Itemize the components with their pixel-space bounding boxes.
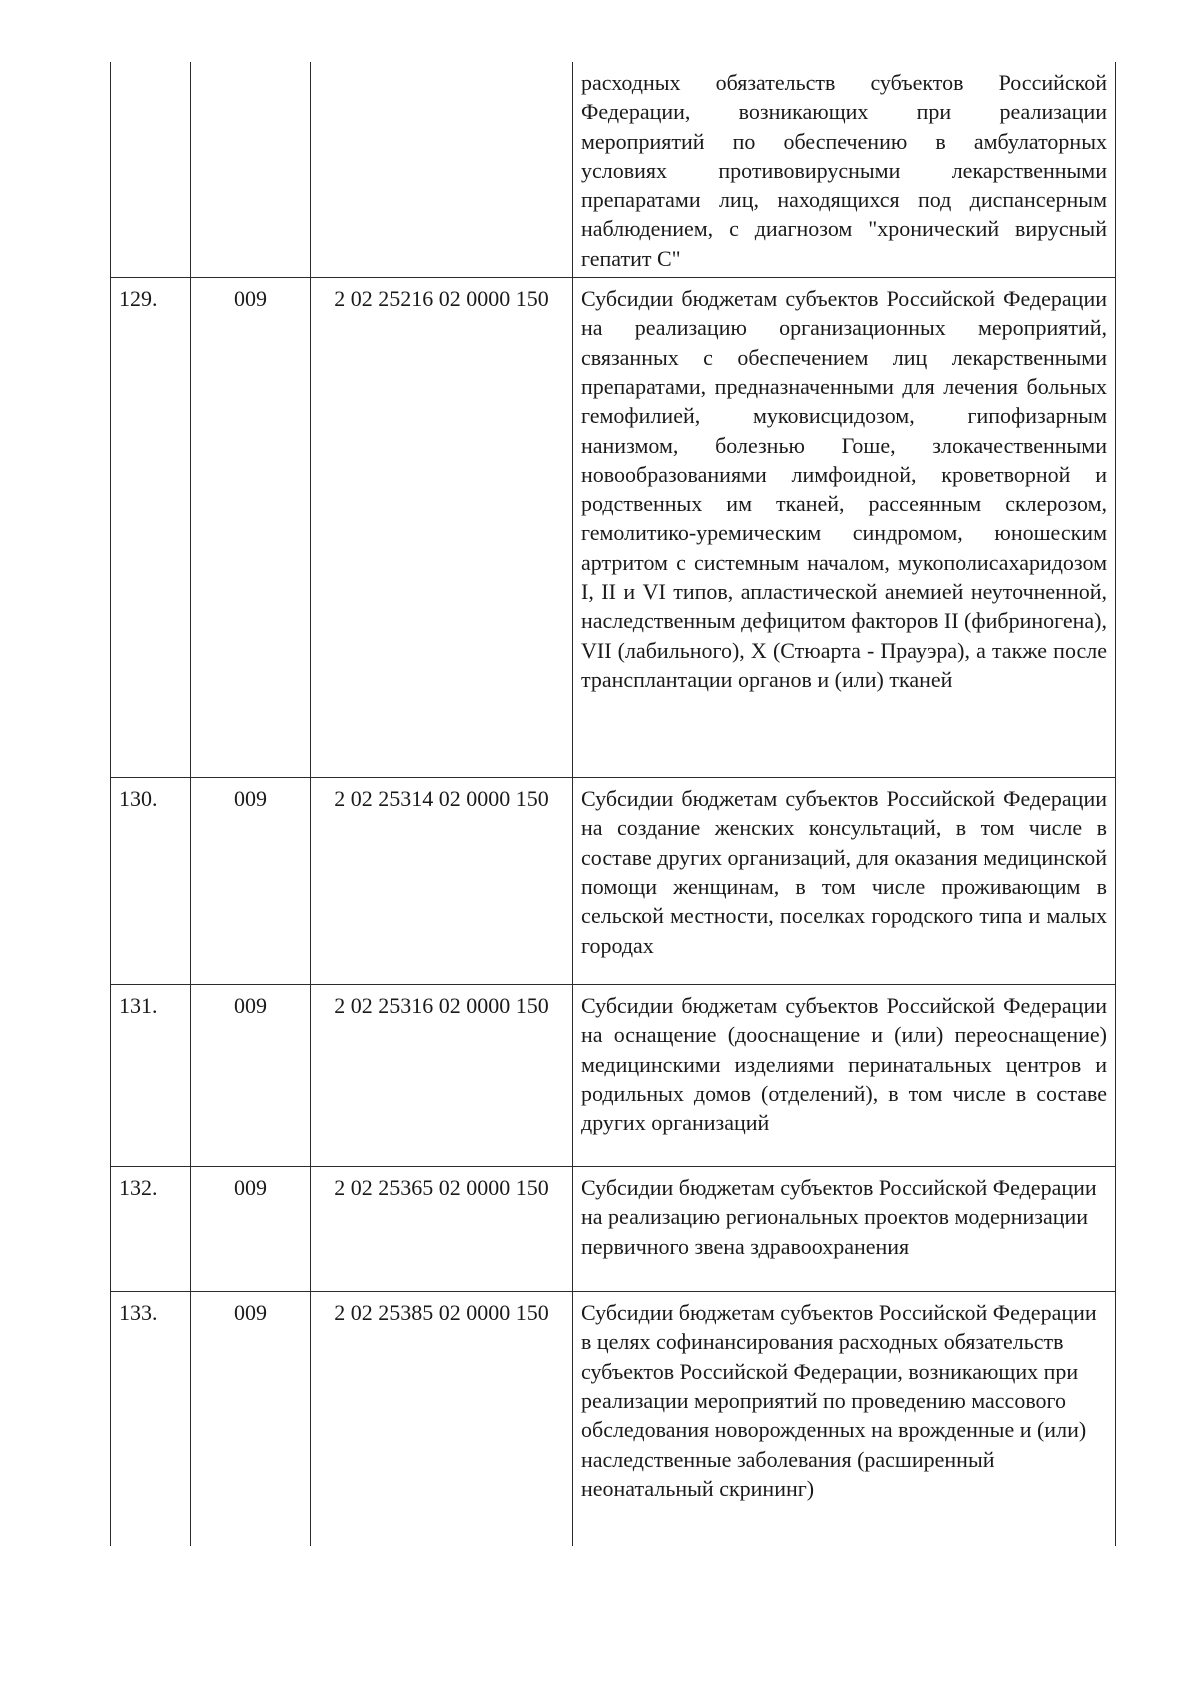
table-row <box>111 278 1116 778</box>
table-row <box>111 985 1116 1167</box>
budget-code-cell <box>311 62 573 278</box>
continuation-text: расходных обязательств субъектов Российской Федерации, возникающих при реализации мероприятий по обеспечению в амбулаторных условиях противовирусными лекарственными препаратами лиц, находящихся под диспансерным наблюдением, с диагнозом "хронический вирусный гепатит С" <box>581 70 1107 271</box>
admin-code: 009 <box>191 778 311 985</box>
budget-classification-code: 2 02 25316 02 0000 150 <box>311 985 573 1167</box>
row-description: Субсидии бюджетам субъектов Российской Федерации на реализацию региональных проектов модернизации первичного звена здравоохранения <box>573 1167 1116 1292</box>
table-row <box>111 778 1116 985</box>
row-number: 131. <box>111 985 191 1167</box>
budget-classification-code: 2 02 25365 02 0000 150 <box>311 1167 573 1292</box>
budget-code-table <box>110 62 1116 1546</box>
budget-classification-code: 2 02 25385 02 0000 150 <box>311 1292 573 1546</box>
row-description: Субсидии бюджетам субъектов Российской Федерации на реализацию организационных мероприятий, связанных с обеспечением лиц лекарственными препаратами, предназначенными для лечения больных гемофилией, муковисцидозом, гипофизарным нанизмом, болезнью Гоше, злокачественными новообразованиями лимфоидной, кроветворной и родственных им тканей, рассеянным склерозом, гемолитико-уремическим синдромом, юношеским артритом с системным началом, мукополисахаридозом I, II и VI типов, апластической анемией неуточненной, наследственным дефицитом факторов II (фибриногена), VII (лабильного), X (Стюарта - Прауэра), а также после трансплантации органов и (или) тканей <box>573 278 1116 778</box>
admin-code: 009 <box>191 278 311 778</box>
table-row <box>111 1292 1116 1546</box>
budget-classification-code: 2 02 25314 02 0000 150 <box>311 778 573 985</box>
row-number: 130. <box>111 778 191 985</box>
admin-code: 009 <box>191 1292 311 1546</box>
table-row-continuation <box>111 62 1116 278</box>
admin-code: 009 <box>191 985 311 1167</box>
description-cell <box>573 62 1116 278</box>
row-number: 129. <box>111 278 191 778</box>
admin-code-cell <box>191 62 311 278</box>
row-number: 133. <box>111 1292 191 1546</box>
row-description: Субсидии бюджетам субъектов Российской Федерации на оснащение (дооснащение и (или) переоснащение) медицинскими изделиями перинатальных центров и родильных домов (отделений), в том числе в составе других организаций <box>573 985 1116 1167</box>
row-description: Субсидии бюджетам субъектов Российской Федерации на создание женских консультаций, в том числе в составе других организаций, для оказания медицинской помощи женщинам, в том числе проживающим в сельской местности, поселках городского типа и малых городах <box>573 778 1116 985</box>
number-cell <box>111 62 191 278</box>
budget-classification-code: 2 02 25216 02 0000 150 <box>311 278 573 778</box>
row-number: 132. <box>111 1167 191 1292</box>
admin-code: 009 <box>191 1167 311 1292</box>
table-row <box>111 1167 1116 1292</box>
row-description: Субсидии бюджетам субъектов Российской Федерации в целях софинансирования расходных обязательств субъектов Российской Федерации, возникающих при реализации мероприятий по проведению массового обследования новорожденных на врожденные и (или) наследственные заболевания (расширенный неонатальный скрининг) <box>573 1292 1116 1546</box>
